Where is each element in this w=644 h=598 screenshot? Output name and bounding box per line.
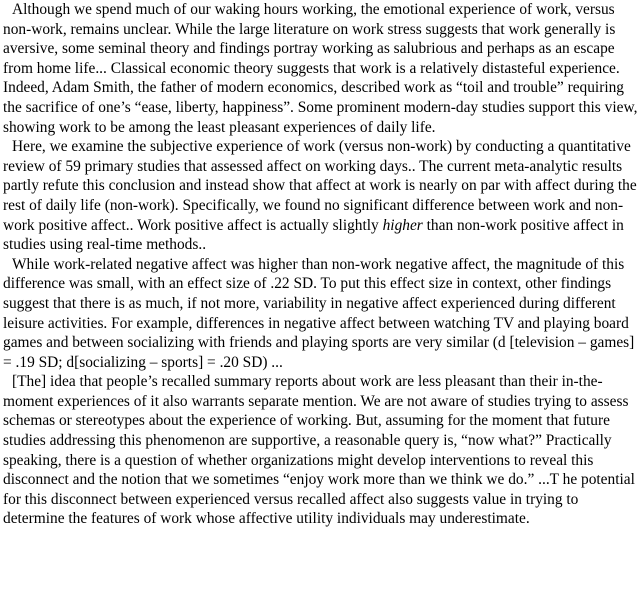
paragraph-text: While work-related negative affect was higher than non-work negative affect, the magnitude of this difference was small, with an effect size of .22 SD. To put this effect size in context, other findings suggest that there is as much, if not more, variability in negative affect experienced during different leisure activities. For example, differences in negative affect between watching TV and playing board games and between socializing with friends and playing sports are very similar (d [television – games] = .19 SD; d[socializing – sports] = .20 SD) ... <box>3 255 635 371</box>
paragraph-text: Although we spend much of our waking hours working, the emotional experience of work, versus non-work, remains unclear. While the large literature on work stress suggests that work generally is aversive, some seminal theory and findings portray working as salubrious and perhaps as an escape from home life... Classical economic theory suggests that work is a relatively distasteful experience. Indeed, Adam Smith, the father of modern economics, described work as “toil and trouble” requiring the sacrifice of one’s “ease, liberty, happiness”. Some prominent modern-day studies support this view, showing work to be among the least pleasant experiences of daily life. <box>3 1 638 136</box>
paragraph-text: than non-work positive affect in studies using real-time methods.. <box>3 216 624 254</box>
paragraph <box>3 372 640 529</box>
paragraph <box>3 255 640 373</box>
paragraph <box>3 0 640 137</box>
paragraph <box>3 137 640 255</box>
emphasized-text: higher <box>382 216 423 234</box>
paragraph-text: [The] idea that people’s recalled summary reports about work are less pleasant than their in-the-moment experiences of it also warrants separate mention. We are not aware of studies trying to assess schemas or stereotypes about the experience of working. But, assuming for the moment that future studies addressing this phenomenon are supportive, a reasonable query is, “now what?” Practically speaking, there is a question of whether organizations might develop interventions to reveal this disconnect and the notion that we sometimes “enjoy work more than we think we do.” ...T he potential for this disconnect between experienced versus recalled affect also suggests value in trying to determine the features of work whose affective utility individuals may underestimate. <box>3 373 635 528</box>
paragraph-text: Here, we examine the subjective experience of work (versus non-work) by conducting a quantitative review of 59 primary studies that assessed affect on working days.. The current meta-analytic results partly refute this conclusion and instead show that affect at work is nearly on par with affect during the rest of daily life (non-work). Specifically, we found no significant difference between work and non-work positive affect.. Work positive affect is actually slightly <box>3 138 637 234</box>
